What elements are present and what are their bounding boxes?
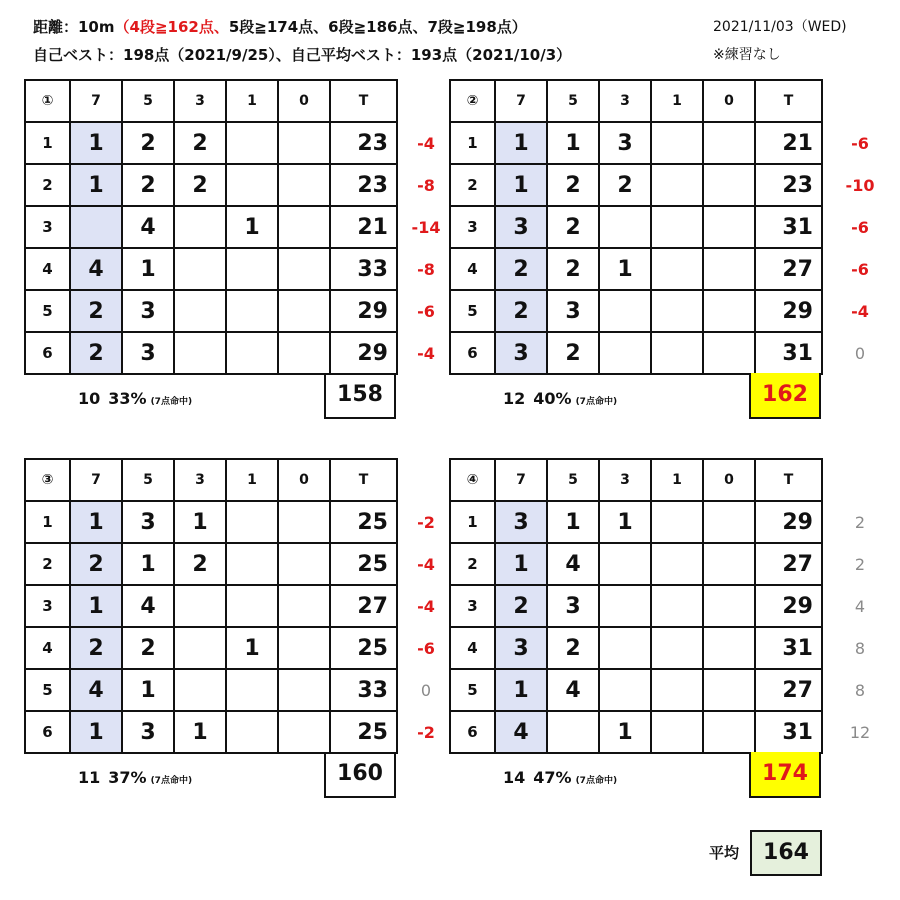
count-cell-3pt: 2 bbox=[174, 543, 226, 585]
count-cell-3pt bbox=[174, 332, 226, 374]
running-diff: 0 bbox=[420, 681, 432, 700]
column-header: 0 bbox=[278, 459, 330, 501]
count-cell-0pt bbox=[278, 164, 330, 206]
end-number: 5 bbox=[25, 669, 70, 711]
column-header: T bbox=[755, 459, 822, 501]
end-row bbox=[450, 711, 822, 753]
count-cell-5pt bbox=[547, 711, 599, 753]
running-diff: -2 bbox=[417, 513, 435, 532]
count-cell-0pt bbox=[278, 248, 330, 290]
round-total: 162 bbox=[749, 373, 821, 419]
end-number: 6 bbox=[450, 332, 495, 374]
running-diff: -6 bbox=[417, 302, 435, 321]
average-score-box: 164 bbox=[750, 830, 822, 876]
count-cell-5pt: 2 bbox=[547, 332, 599, 374]
count-cell-3pt bbox=[599, 206, 651, 248]
count-cell-5pt: 2 bbox=[122, 627, 174, 669]
end-row bbox=[25, 669, 397, 711]
count-cell-1pt bbox=[226, 711, 278, 753]
count-cell-5pt: 4 bbox=[547, 543, 599, 585]
end-total: 29 bbox=[755, 290, 822, 332]
count-cell-5pt: 3 bbox=[122, 290, 174, 332]
count-cell-1pt bbox=[651, 669, 703, 711]
seven-point-hits: 10 bbox=[78, 389, 101, 408]
round-2-table bbox=[449, 79, 823, 375]
seven-point-note: (7点命中) bbox=[150, 776, 193, 786]
column-header: 3 bbox=[174, 459, 226, 501]
count-cell-1pt bbox=[651, 711, 703, 753]
end-total: 25 bbox=[330, 543, 397, 585]
count-cell-1pt bbox=[226, 543, 278, 585]
count-cell-3pt bbox=[599, 627, 651, 669]
seven-point-hits: 12 bbox=[503, 389, 526, 408]
count-cell-3pt: 1 bbox=[174, 501, 226, 543]
count-cell-3pt: 1 bbox=[599, 248, 651, 290]
round-label: ① bbox=[25, 80, 70, 122]
count-cell-1pt bbox=[226, 501, 278, 543]
count-cell-0pt bbox=[278, 332, 330, 374]
end-row bbox=[25, 248, 397, 290]
count-cell-3pt: 1 bbox=[599, 501, 651, 543]
end-total: 31 bbox=[755, 627, 822, 669]
count-cell-3pt: 2 bbox=[174, 122, 226, 164]
end-total: 33 bbox=[330, 669, 397, 711]
round-summary bbox=[78, 768, 192, 787]
end-number: 2 bbox=[25, 543, 70, 585]
count-cell-5pt: 1 bbox=[122, 248, 174, 290]
running-diff: -6 bbox=[851, 260, 869, 279]
count-cell-7pt: 4 bbox=[495, 711, 547, 753]
count-cell-3pt bbox=[174, 627, 226, 669]
end-total: 29 bbox=[330, 290, 397, 332]
column-header: 7 bbox=[70, 459, 122, 501]
session-note: ※練習なし bbox=[713, 47, 781, 63]
end-row bbox=[450, 248, 822, 290]
count-cell-5pt: 1 bbox=[122, 669, 174, 711]
end-total: 33 bbox=[330, 248, 397, 290]
count-cell-0pt bbox=[278, 711, 330, 753]
round-label: ② bbox=[450, 80, 495, 122]
count-cell-0pt bbox=[703, 669, 755, 711]
column-header: 5 bbox=[122, 80, 174, 122]
end-number: 4 bbox=[25, 627, 70, 669]
running-diff: -4 bbox=[417, 344, 435, 363]
count-cell-1pt bbox=[651, 122, 703, 164]
count-cell-5pt: 1 bbox=[547, 122, 599, 164]
count-cell-3pt bbox=[174, 585, 226, 627]
end-number: 5 bbox=[450, 669, 495, 711]
count-cell-0pt bbox=[703, 627, 755, 669]
seven-point-percent: 33% bbox=[108, 389, 147, 408]
count-cell-5pt: 3 bbox=[122, 332, 174, 374]
count-cell-1pt bbox=[651, 290, 703, 332]
count-cell-1pt: 1 bbox=[226, 627, 278, 669]
count-cell-7pt: 1 bbox=[495, 543, 547, 585]
end-row bbox=[25, 164, 397, 206]
count-cell-5pt: 1 bbox=[122, 543, 174, 585]
count-cell-0pt bbox=[703, 711, 755, 753]
count-cell-0pt bbox=[703, 501, 755, 543]
round-label: ④ bbox=[450, 459, 495, 501]
end-total: 31 bbox=[755, 332, 822, 374]
seven-point-hits: 11 bbox=[78, 768, 101, 787]
running-diff: -6 bbox=[417, 639, 435, 658]
seven-point-percent: 37% bbox=[108, 768, 147, 787]
count-cell-7pt bbox=[70, 206, 122, 248]
count-cell-0pt bbox=[703, 290, 755, 332]
end-total: 27 bbox=[330, 585, 397, 627]
end-total: 29 bbox=[755, 501, 822, 543]
count-cell-0pt bbox=[703, 332, 755, 374]
running-diff: 0 bbox=[854, 344, 866, 363]
count-cell-1pt bbox=[651, 248, 703, 290]
count-cell-7pt: 2 bbox=[70, 543, 122, 585]
count-cell-5pt: 2 bbox=[547, 206, 599, 248]
running-diff: -2 bbox=[417, 723, 435, 742]
count-cell-7pt: 2 bbox=[70, 627, 122, 669]
end-total: 27 bbox=[755, 248, 822, 290]
end-row bbox=[450, 122, 822, 164]
count-cell-7pt: 2 bbox=[70, 332, 122, 374]
count-cell-0pt bbox=[278, 669, 330, 711]
count-cell-7pt: 2 bbox=[495, 585, 547, 627]
count-cell-5pt: 4 bbox=[122, 585, 174, 627]
count-cell-7pt: 1 bbox=[70, 711, 122, 753]
count-cell-5pt: 2 bbox=[547, 248, 599, 290]
seven-point-note: (7点命中) bbox=[575, 776, 618, 786]
count-cell-3pt bbox=[174, 248, 226, 290]
count-cell-7pt: 4 bbox=[70, 248, 122, 290]
column-header: 0 bbox=[703, 459, 755, 501]
count-cell-0pt bbox=[703, 585, 755, 627]
count-cell-5pt: 3 bbox=[122, 711, 174, 753]
count-cell-1pt bbox=[651, 332, 703, 374]
end-total: 21 bbox=[330, 206, 397, 248]
end-total: 21 bbox=[755, 122, 822, 164]
end-total: 29 bbox=[330, 332, 397, 374]
seven-point-note: (7点命中) bbox=[575, 397, 618, 407]
round-label: ③ bbox=[25, 459, 70, 501]
count-cell-0pt bbox=[278, 290, 330, 332]
count-cell-1pt bbox=[226, 585, 278, 627]
grade-thresholds-text: 5段≧174点、6段≧186点、7段≧198点） bbox=[228, 18, 527, 36]
seven-point-note: (7点命中) bbox=[150, 397, 193, 407]
distance-and-grade-line bbox=[33, 16, 527, 37]
end-total: 25 bbox=[330, 711, 397, 753]
count-cell-1pt bbox=[651, 501, 703, 543]
end-row bbox=[450, 332, 822, 374]
column-header: 5 bbox=[547, 80, 599, 122]
count-cell-3pt: 1 bbox=[174, 711, 226, 753]
end-total: 27 bbox=[755, 669, 822, 711]
column-header: 3 bbox=[599, 80, 651, 122]
running-diff: -6 bbox=[851, 218, 869, 237]
count-cell-1pt bbox=[651, 627, 703, 669]
end-row bbox=[25, 585, 397, 627]
end-number: 2 bbox=[450, 164, 495, 206]
end-total: 27 bbox=[755, 543, 822, 585]
count-cell-1pt bbox=[226, 164, 278, 206]
count-cell-7pt: 3 bbox=[495, 332, 547, 374]
round-total: 174 bbox=[749, 752, 821, 798]
count-cell-7pt: 1 bbox=[70, 501, 122, 543]
round-3-table bbox=[24, 458, 398, 754]
count-cell-3pt bbox=[174, 669, 226, 711]
count-cell-7pt: 3 bbox=[495, 206, 547, 248]
count-cell-1pt bbox=[226, 669, 278, 711]
count-cell-5pt: 4 bbox=[547, 669, 599, 711]
column-header: 7 bbox=[70, 80, 122, 122]
header-row bbox=[25, 80, 397, 122]
end-total: 31 bbox=[755, 711, 822, 753]
end-number: 1 bbox=[450, 122, 495, 164]
running-diff: 12 bbox=[849, 723, 871, 742]
count-cell-3pt bbox=[174, 290, 226, 332]
count-cell-1pt bbox=[226, 122, 278, 164]
count-cell-7pt: 4 bbox=[70, 669, 122, 711]
count-cell-7pt: 1 bbox=[70, 122, 122, 164]
count-cell-0pt bbox=[703, 206, 755, 248]
column-header: T bbox=[330, 80, 397, 122]
end-row bbox=[25, 290, 397, 332]
count-cell-5pt: 3 bbox=[547, 585, 599, 627]
running-diff: 8 bbox=[854, 681, 866, 700]
average-label: 平均 bbox=[709, 844, 740, 862]
running-diff: 2 bbox=[854, 555, 866, 574]
count-cell-0pt bbox=[703, 164, 755, 206]
count-cell-3pt: 2 bbox=[599, 164, 651, 206]
count-cell-7pt: 1 bbox=[495, 122, 547, 164]
count-cell-3pt bbox=[599, 543, 651, 585]
column-header: 3 bbox=[599, 459, 651, 501]
end-row bbox=[450, 501, 822, 543]
end-row bbox=[25, 711, 397, 753]
column-header: 1 bbox=[651, 80, 703, 122]
seven-point-hits: 14 bbox=[503, 768, 526, 787]
end-row bbox=[450, 164, 822, 206]
grade4-threshold-text: （4段≧162点、 bbox=[114, 18, 229, 36]
end-row bbox=[25, 122, 397, 164]
end-row bbox=[25, 332, 397, 374]
count-cell-1pt bbox=[651, 543, 703, 585]
header-row bbox=[450, 459, 822, 501]
distance-text: 距離：10m bbox=[33, 18, 115, 36]
end-number: 4 bbox=[450, 248, 495, 290]
count-cell-7pt: 2 bbox=[495, 290, 547, 332]
count-cell-0pt bbox=[278, 501, 330, 543]
running-diff: -4 bbox=[851, 302, 869, 321]
end-total: 25 bbox=[330, 501, 397, 543]
session-date: 2021/11/03（WED) bbox=[713, 19, 847, 35]
count-cell-0pt bbox=[703, 248, 755, 290]
end-number: 6 bbox=[25, 332, 70, 374]
count-cell-3pt bbox=[599, 669, 651, 711]
running-diff: -4 bbox=[417, 134, 435, 153]
count-cell-7pt: 1 bbox=[70, 164, 122, 206]
column-header: 1 bbox=[226, 80, 278, 122]
round-summary bbox=[503, 389, 617, 408]
end-number: 6 bbox=[25, 711, 70, 753]
end-number: 4 bbox=[450, 627, 495, 669]
count-cell-3pt bbox=[599, 290, 651, 332]
column-header: 7 bbox=[495, 80, 547, 122]
running-diff: -8 bbox=[417, 176, 435, 195]
count-cell-0pt bbox=[703, 122, 755, 164]
count-cell-0pt bbox=[278, 206, 330, 248]
end-number: 2 bbox=[450, 543, 495, 585]
count-cell-1pt bbox=[226, 290, 278, 332]
end-total: 31 bbox=[755, 206, 822, 248]
column-header: T bbox=[330, 459, 397, 501]
end-row bbox=[450, 206, 822, 248]
end-total: 23 bbox=[755, 164, 822, 206]
end-row bbox=[450, 290, 822, 332]
seven-point-percent: 40% bbox=[533, 389, 572, 408]
count-cell-5pt: 2 bbox=[547, 164, 599, 206]
column-header: 3 bbox=[174, 80, 226, 122]
count-cell-0pt bbox=[703, 543, 755, 585]
count-cell-3pt bbox=[174, 206, 226, 248]
header-row bbox=[450, 80, 822, 122]
count-cell-0pt bbox=[278, 585, 330, 627]
column-header: 5 bbox=[122, 459, 174, 501]
count-cell-7pt: 2 bbox=[70, 290, 122, 332]
end-row bbox=[25, 206, 397, 248]
end-total: 23 bbox=[330, 164, 397, 206]
count-cell-7pt: 1 bbox=[495, 669, 547, 711]
count-cell-1pt bbox=[651, 206, 703, 248]
end-number: 2 bbox=[25, 164, 70, 206]
end-number: 1 bbox=[25, 122, 70, 164]
count-cell-1pt bbox=[226, 248, 278, 290]
column-header: T bbox=[755, 80, 822, 122]
count-cell-7pt: 1 bbox=[70, 585, 122, 627]
running-diff: 2 bbox=[854, 513, 866, 532]
end-total: 23 bbox=[330, 122, 397, 164]
count-cell-0pt bbox=[278, 122, 330, 164]
end-number: 1 bbox=[25, 501, 70, 543]
end-row bbox=[450, 543, 822, 585]
count-cell-7pt: 3 bbox=[495, 501, 547, 543]
end-number: 3 bbox=[25, 206, 70, 248]
column-header: 1 bbox=[651, 459, 703, 501]
count-cell-3pt bbox=[599, 585, 651, 627]
end-number: 6 bbox=[450, 711, 495, 753]
count-cell-5pt: 1 bbox=[547, 501, 599, 543]
count-cell-0pt bbox=[278, 627, 330, 669]
running-diff: -10 bbox=[845, 176, 875, 195]
running-diff: -8 bbox=[417, 260, 435, 279]
end-row bbox=[450, 627, 822, 669]
round-1-table bbox=[24, 79, 398, 375]
end-row bbox=[25, 501, 397, 543]
end-total: 25 bbox=[330, 627, 397, 669]
round-total: 158 bbox=[324, 373, 396, 419]
end-number: 5 bbox=[450, 290, 495, 332]
column-header: 7 bbox=[495, 459, 547, 501]
end-number: 3 bbox=[25, 585, 70, 627]
count-cell-1pt bbox=[651, 164, 703, 206]
count-cell-7pt: 1 bbox=[495, 164, 547, 206]
count-cell-1pt bbox=[651, 585, 703, 627]
running-diff: 8 bbox=[854, 639, 866, 658]
running-diff: -4 bbox=[417, 597, 435, 616]
column-header: 0 bbox=[278, 80, 330, 122]
count-cell-7pt: 2 bbox=[495, 248, 547, 290]
running-diff: -14 bbox=[411, 218, 441, 237]
seven-point-percent: 47% bbox=[533, 768, 572, 787]
column-header: 5 bbox=[547, 459, 599, 501]
count-cell-3pt: 3 bbox=[599, 122, 651, 164]
count-cell-5pt: 3 bbox=[122, 501, 174, 543]
round-4-table bbox=[449, 458, 823, 754]
end-row bbox=[450, 585, 822, 627]
round-summary bbox=[503, 768, 617, 787]
column-header: 1 bbox=[226, 459, 278, 501]
running-diff: -6 bbox=[851, 134, 869, 153]
count-cell-5pt: 2 bbox=[122, 122, 174, 164]
end-row bbox=[25, 627, 397, 669]
count-cell-3pt bbox=[599, 332, 651, 374]
count-cell-0pt bbox=[278, 543, 330, 585]
end-row bbox=[25, 543, 397, 585]
running-diff: 4 bbox=[854, 597, 866, 616]
end-number: 1 bbox=[450, 501, 495, 543]
personal-best-line: 自己ベスト：198点（2021/9/25）、自己平均ベスト：193点（2021/10/3） bbox=[33, 46, 572, 64]
running-diff: -4 bbox=[417, 555, 435, 574]
count-cell-3pt: 1 bbox=[599, 711, 651, 753]
end-row bbox=[450, 669, 822, 711]
count-cell-5pt: 2 bbox=[547, 627, 599, 669]
count-cell-5pt: 2 bbox=[122, 164, 174, 206]
round-total: 160 bbox=[324, 752, 396, 798]
end-number: 3 bbox=[450, 585, 495, 627]
round-summary bbox=[78, 389, 192, 408]
count-cell-5pt: 3 bbox=[547, 290, 599, 332]
column-header: 0 bbox=[703, 80, 755, 122]
count-cell-1pt: 1 bbox=[226, 206, 278, 248]
count-cell-5pt: 4 bbox=[122, 206, 174, 248]
end-total: 29 bbox=[755, 585, 822, 627]
header-row bbox=[25, 459, 397, 501]
count-cell-7pt: 3 bbox=[495, 627, 547, 669]
end-number: 5 bbox=[25, 290, 70, 332]
end-number: 4 bbox=[25, 248, 70, 290]
count-cell-1pt bbox=[226, 332, 278, 374]
count-cell-3pt: 2 bbox=[174, 164, 226, 206]
end-number: 3 bbox=[450, 206, 495, 248]
